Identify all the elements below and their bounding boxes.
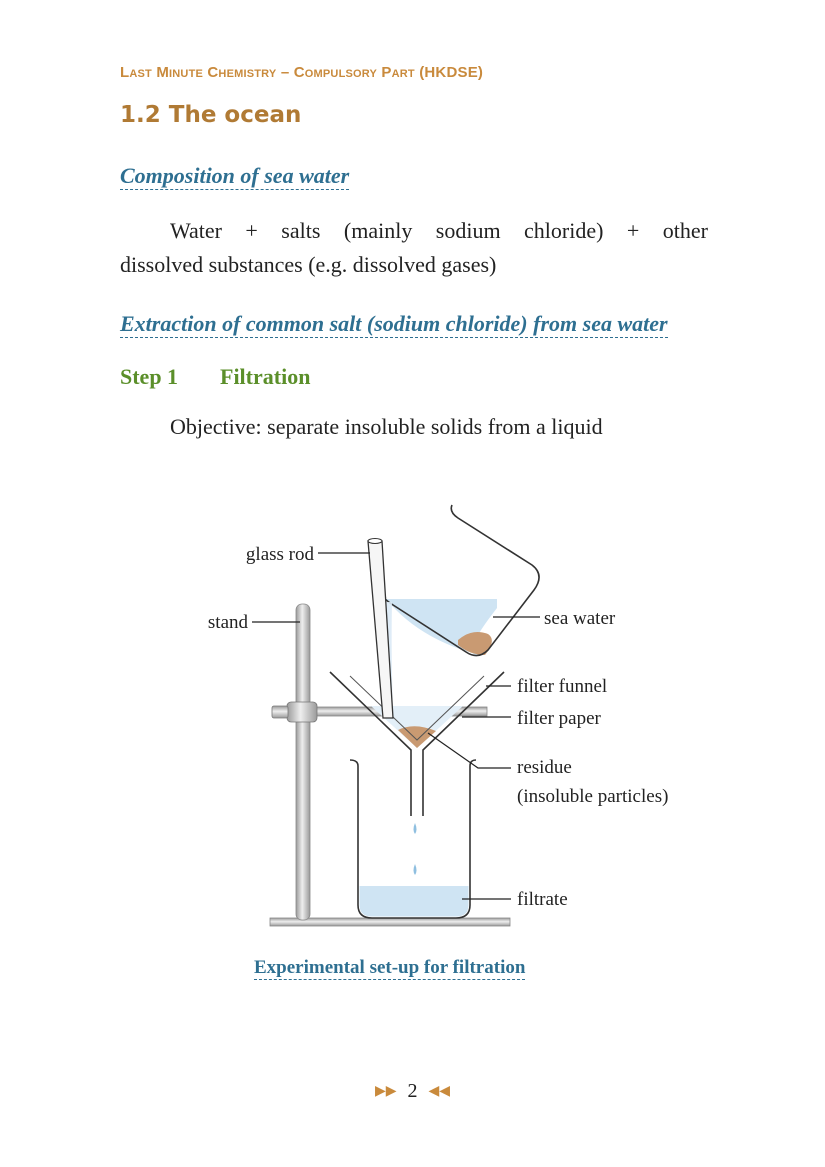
composition-text — [120, 214, 708, 282]
clamp-screw — [272, 706, 288, 718]
composition-heading: Composition of sea water — [120, 164, 349, 190]
label-filter-funnel: filter funnel — [517, 676, 608, 697]
objective-text: Objective: separate insoluble solids from a liquid — [170, 414, 603, 439]
double-left-arrow-icon: ◀◀ — [428, 1084, 451, 1099]
label-residue-note: (insoluble particles) — [517, 786, 669, 807]
running-head: Last Minute Chemistry – Compulsory Part (HKDSE) — [120, 64, 484, 81]
label-sea-water: sea water — [544, 608, 616, 629]
label-filter-paper: filter paper — [517, 708, 601, 729]
page-number: 2 — [407, 1080, 418, 1102]
glass-rod-end — [368, 539, 382, 544]
droplet-1 — [414, 823, 417, 834]
diagram-caption: Experimental set-up for filtration — [254, 957, 526, 978]
leader-residue — [428, 733, 511, 768]
section-title: 1.2 The ocean — [120, 102, 302, 128]
double-right-arrow-icon: ▶▶ — [374, 1084, 397, 1099]
composition-line-2: dissolved substances (e.g. dissolved gases) — [120, 252, 497, 277]
extraction-heading: Extraction of common salt (sodium chloride) from sea water — [120, 312, 668, 338]
droplet-2 — [414, 864, 417, 875]
label-filtrate: filtrate — [517, 889, 568, 910]
boss-head — [287, 702, 317, 722]
filtration-diagram — [0, 480, 825, 950]
step-name: Filtration — [220, 364, 311, 389]
filtrate-liquid — [360, 886, 469, 917]
page-footer — [0, 1080, 825, 1103]
composition-line-1: Water + salts (mainly sodium chloride) + other — [170, 218, 708, 243]
stand-rod — [296, 604, 310, 920]
step-heading — [120, 364, 310, 390]
label-glass-rod: glass rod — [245, 544, 314, 565]
residue-solid — [398, 726, 436, 748]
label-residue: residue — [517, 757, 572, 778]
step-number: Step 1 — [120, 364, 179, 389]
label-stand: stand — [207, 612, 248, 633]
